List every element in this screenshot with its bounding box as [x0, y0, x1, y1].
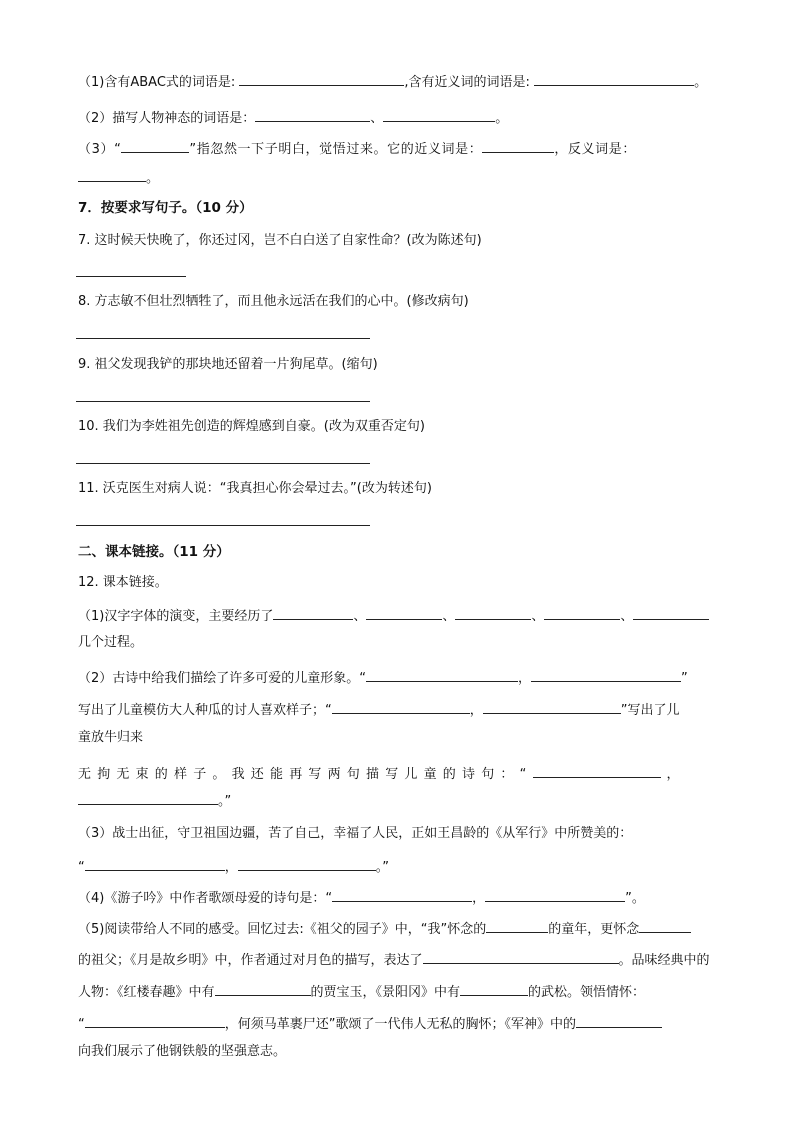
- answer-blank[interactable]: [486, 918, 548, 933]
- item-2-line-5: 。”: [78, 790, 231, 811]
- sentence-7: 7. 这时候天快晚了，你还过冈，岂不白白送了自家性命？(改为陈述句): [78, 233, 482, 248]
- section-7-title: 7．按要求写句子。（10 分）: [78, 200, 253, 216]
- item-5-line-5: 向我们展示了他钢铁般的坚强意志。: [78, 1044, 287, 1059]
- answer-line[interactable]: [76, 401, 370, 402]
- sentence-8: 8. 方志敏不但壮烈牺牲了，而且他永远活在我们的心中。(修改病句): [78, 294, 469, 309]
- sentence-10: 10. 我们为李姓祖先创造的辉煌感到自豪。(改为双重否定句): [78, 419, 425, 434]
- answer-blank[interactable]: [544, 605, 620, 620]
- answer-blank[interactable]: [383, 107, 495, 122]
- item-2: （2）古诗中给我们描绘了许多可爱的儿童形象。“ ， ”: [78, 667, 688, 688]
- q6-item-3-cont: 。: [78, 167, 159, 188]
- answer-blank[interactable]: [239, 71, 404, 86]
- answer-blank[interactable]: [485, 887, 625, 902]
- answer-blank[interactable]: [639, 918, 691, 933]
- answer-blank[interactable]: [78, 790, 218, 805]
- answer-line[interactable]: [76, 338, 370, 339]
- answer-blank[interactable]: [366, 667, 518, 682]
- q6-item-1: （1)含有ABAC式的词语是: ,含有近义词的词语是: 。: [78, 71, 707, 92]
- section-2-title: 二、课本链接。（11 分）: [78, 544, 230, 560]
- answer-blank[interactable]: [121, 138, 189, 153]
- answer-line[interactable]: [76, 276, 186, 277]
- item-5-line-3: 人物：《红楼春趣》中有 的贾宝玉，《景阳冈》中有 的武松。领悟情怀：: [78, 981, 645, 1002]
- sentence-9: 9. 祖父发现我铲的那块地还留着一片狗尾草。(缩句): [78, 357, 378, 372]
- item-5-line-4: “ ，何须马革裹尸还”歌颂了一代伟人无私的胸怀；《军神》中的: [78, 1013, 662, 1034]
- item-3-cont: “ ， 。”: [78, 856, 389, 877]
- answer-blank[interactable]: [332, 887, 472, 902]
- answer-blank[interactable]: [633, 605, 709, 620]
- answer-blank[interactable]: [332, 699, 470, 714]
- item-2-line-2: 写出了儿童模仿大人种瓜的讨人喜欢样子；“ ， ”写出了儿: [78, 699, 680, 720]
- answer-blank[interactable]: [533, 763, 661, 778]
- answer-blank[interactable]: [460, 981, 528, 996]
- item-3: （3）战士出征，守卫祖国边疆，苦了自己，幸福了人民，正如王昌龄的《从军行》中所赞美的：: [78, 826, 633, 841]
- answer-blank[interactable]: [455, 605, 531, 620]
- answer-blank[interactable]: [238, 856, 376, 871]
- item-1: （1)汉字字体的演变，主要经历了 、 、 、 、: [78, 605, 709, 626]
- answer-blank[interactable]: [255, 107, 370, 122]
- item-1-cont: 几个过程。: [78, 635, 144, 650]
- answer-blank[interactable]: [531, 667, 681, 682]
- item-2-line-4: 无拘无束的样子。我还能再写两句描写儿童的诗句：“ ，: [78, 763, 680, 784]
- answer-blank[interactable]: [85, 856, 225, 871]
- q6-item-3: （3）“ ”指忽然一下子明白，觉悟过来。它的近义词是： ，反义词是：: [78, 138, 636, 159]
- q6-item-2: （2）描写人物神态的词语是： 、 。: [78, 107, 508, 128]
- answer-blank[interactable]: [273, 605, 353, 620]
- answer-blank[interactable]: [423, 949, 619, 964]
- item-5: （5)阅读带给人不同的感受。回忆过去:《祖父的园子》中，“我”怀念的 的童年，更怀念: [78, 918, 691, 939]
- item-5-line-2: 的祖父；《月是故乡明》中，作者通过对月色的描写，表达了 。品味经典中的: [78, 949, 710, 970]
- answer-blank[interactable]: [534, 71, 694, 86]
- sentence-11: 11. 沃克医生对病人说：“我真担心你会晕过去。”(改为转述句): [78, 481, 432, 496]
- item-2-line-3: 童放牛归来: [78, 730, 144, 745]
- answer-line[interactable]: [76, 463, 370, 464]
- item-4: （4)《游子吟》中作者歌颂母爱的诗句是：“ ， ”。: [78, 887, 645, 908]
- answer-blank[interactable]: [482, 138, 554, 153]
- answer-blank[interactable]: [366, 605, 442, 620]
- answer-blank[interactable]: [85, 1013, 225, 1028]
- answer-blank[interactable]: [78, 167, 146, 182]
- answer-blank[interactable]: [215, 981, 311, 996]
- answer-blank[interactable]: [576, 1013, 662, 1028]
- answer-blank[interactable]: [483, 699, 621, 714]
- answer-line[interactable]: [76, 525, 370, 526]
- question-12: 12. 课本链接。: [78, 575, 168, 590]
